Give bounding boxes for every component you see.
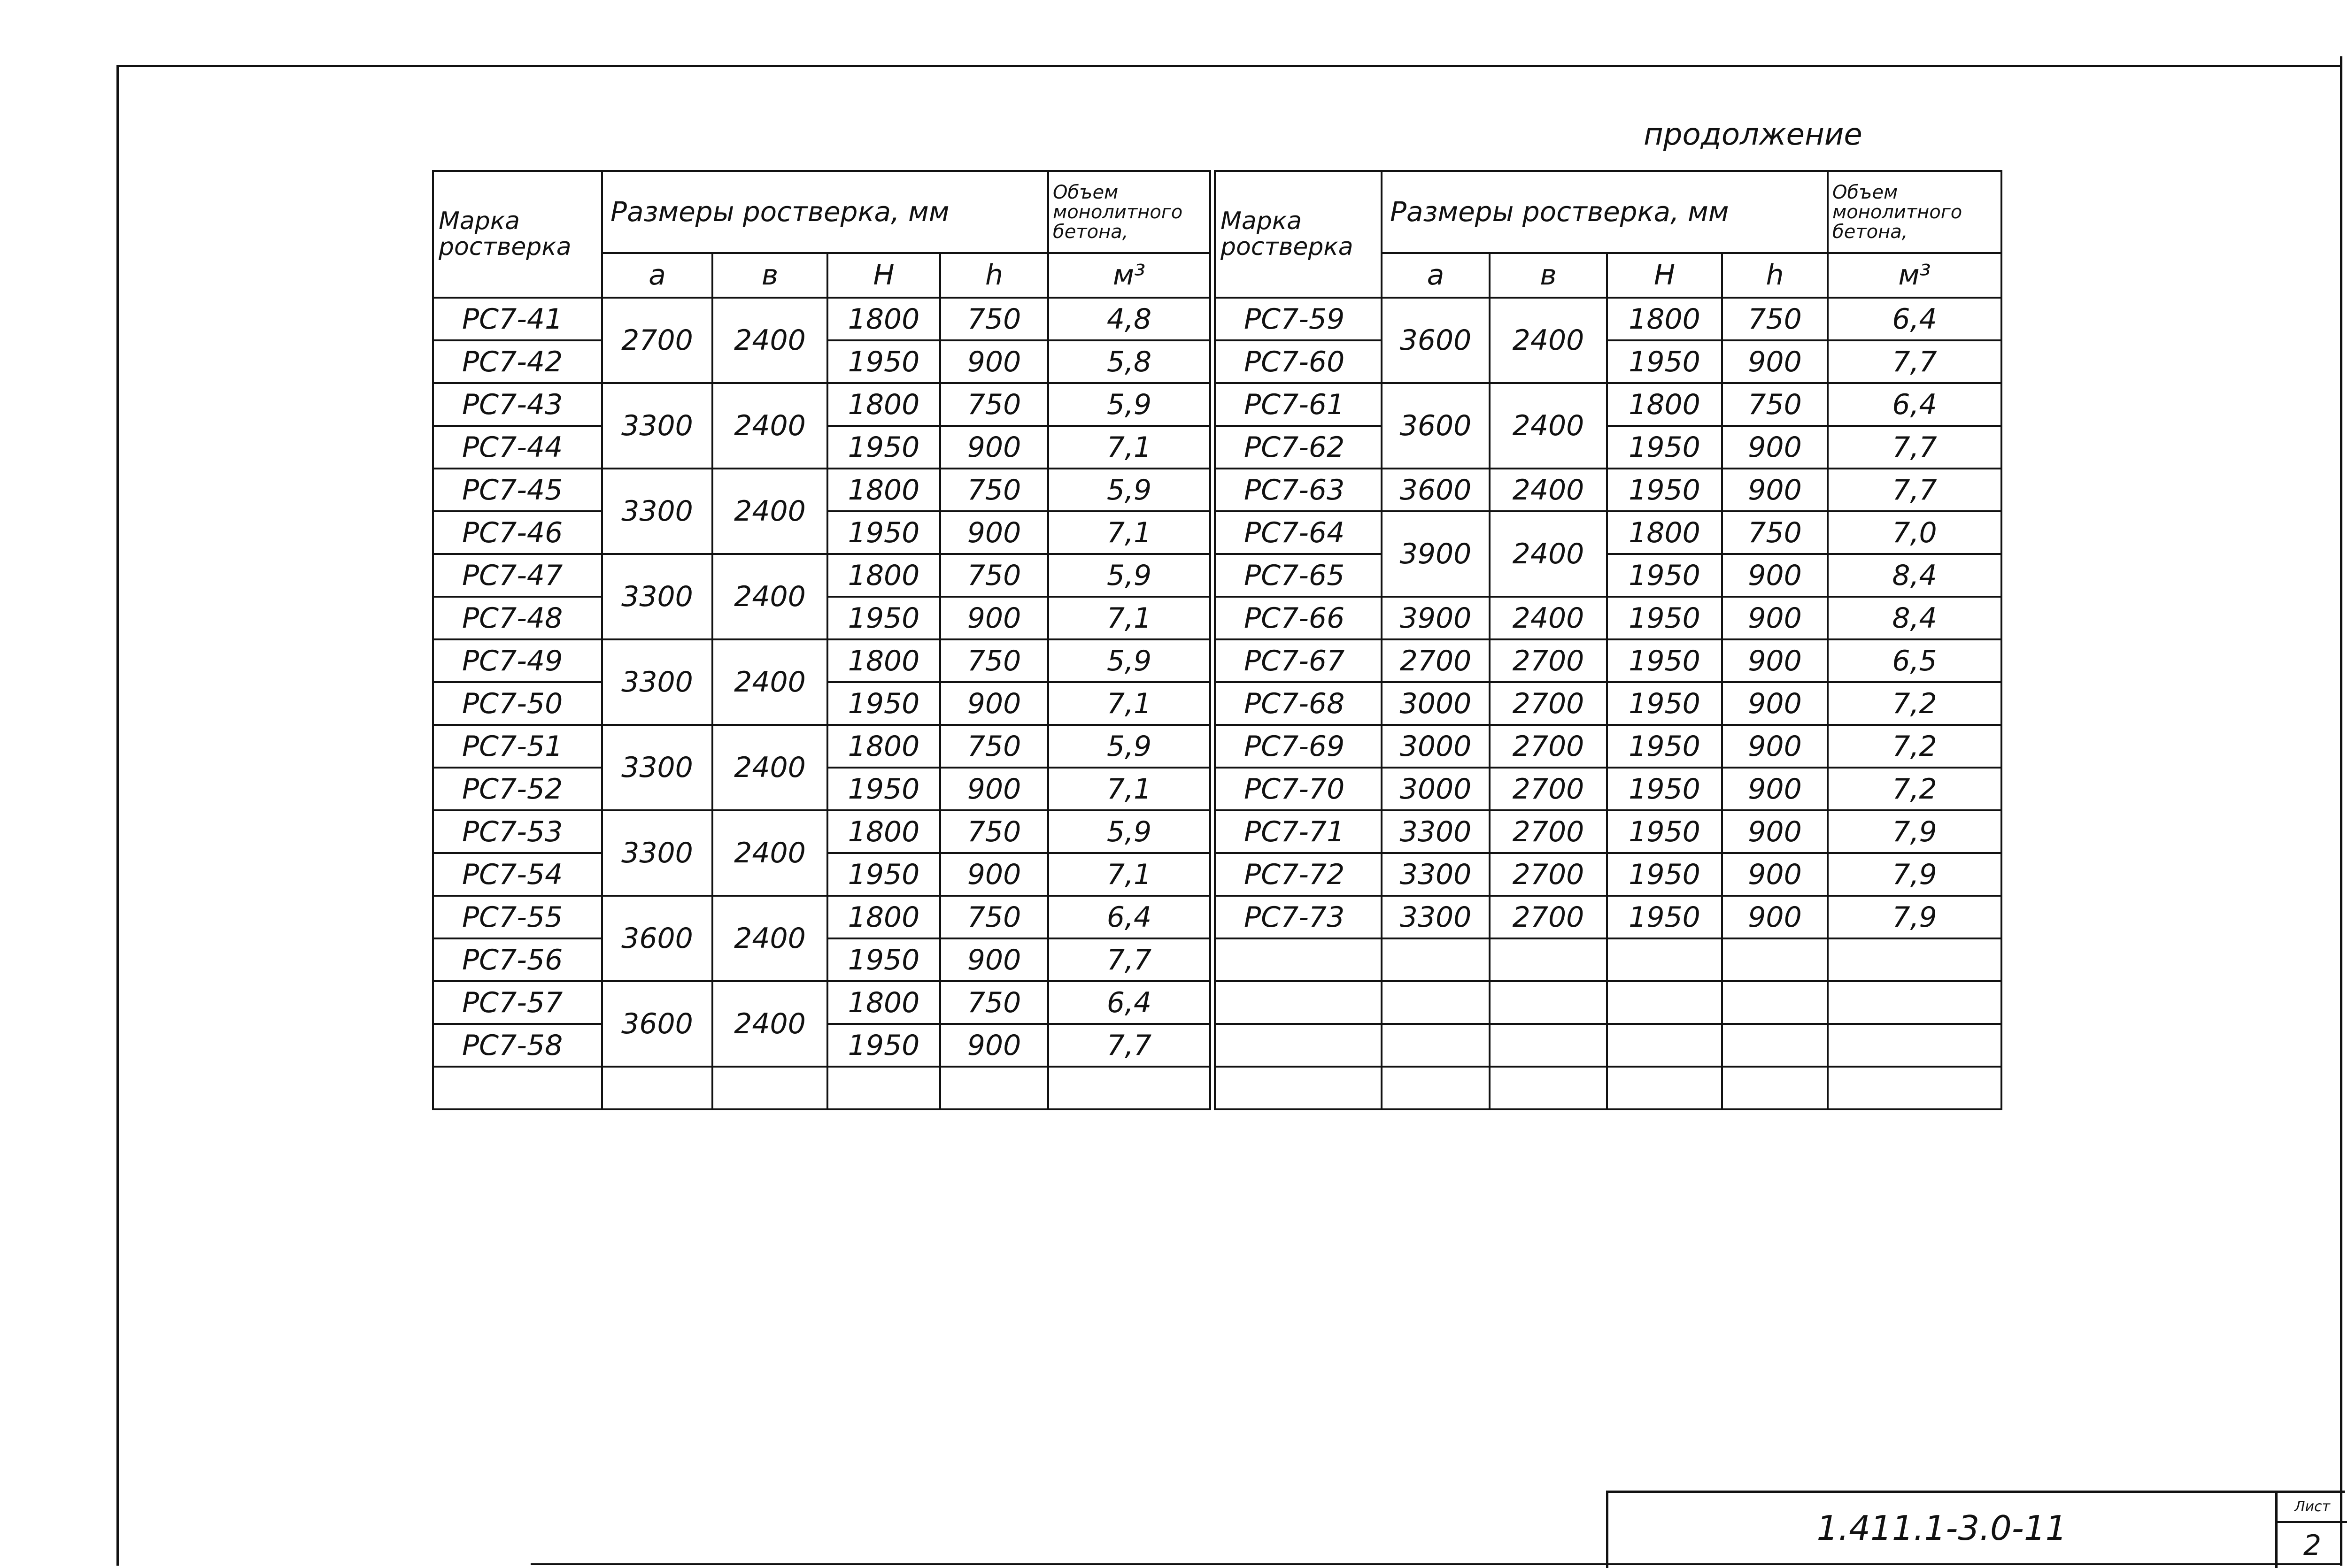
- cell-H: 1950: [827, 511, 940, 554]
- cell-h: 750: [940, 896, 1048, 938]
- cell-volume: 5,9: [1048, 639, 1210, 682]
- header-h: h: [940, 253, 1048, 298]
- empty-cell: [827, 1067, 940, 1109]
- cell-b: 2400: [712, 639, 827, 725]
- cell-b: 2700: [1490, 682, 1607, 725]
- header-b: в: [712, 253, 827, 298]
- table-row: [1215, 768, 2001, 810]
- cell-h: 900: [1722, 896, 1828, 938]
- cell-mark: РС7-73: [1215, 896, 1382, 938]
- empty-cell: [1215, 938, 1382, 981]
- cell-H: 1950: [827, 340, 940, 383]
- cell-b: 2400: [712, 810, 827, 896]
- cell-b: 2700: [1490, 896, 1607, 938]
- cell-volume: 7,7: [1828, 469, 2001, 511]
- table-row: [1215, 1024, 2001, 1067]
- cell-volume: 5,9: [1048, 725, 1210, 768]
- cell-mark: РС7-63: [1215, 469, 1382, 511]
- cell-b: 2400: [1490, 597, 1607, 639]
- cell-volume: 4,8: [1048, 298, 1210, 340]
- cell-mark: РС7-54: [433, 853, 602, 896]
- cell-mark: РС7-42: [433, 340, 602, 383]
- sheet-box: [2275, 1493, 2347, 1568]
- cell-b: 2400: [1490, 298, 1607, 383]
- cell-H: 1950: [827, 1024, 940, 1067]
- cell-h: 750: [940, 554, 1048, 597]
- table-row: [433, 469, 1210, 511]
- cell-H: 1950: [1607, 768, 1722, 810]
- cell-h: 900: [1722, 725, 1828, 768]
- cell-H: 1800: [827, 383, 940, 426]
- table-row: [433, 298, 1210, 340]
- cell-a: 3300: [602, 383, 712, 469]
- table-row: [1215, 938, 2001, 981]
- cell-mark: РС7-71: [1215, 810, 1382, 853]
- cell-volume: 6,5: [1828, 639, 2001, 682]
- empty-cell: [1048, 1067, 1210, 1109]
- table-row: [1215, 298, 2001, 340]
- cell-a: 3300: [1382, 896, 1490, 938]
- cell-H: 1950: [1607, 896, 1722, 938]
- empty-cell: [1607, 938, 1722, 981]
- cell-mark: РС7-61: [1215, 383, 1382, 426]
- cell-h: 900: [940, 853, 1048, 896]
- cell-H: 1800: [827, 298, 940, 340]
- cell-volume: 7,9: [1828, 896, 2001, 938]
- cell-H: 1950: [827, 597, 940, 639]
- cell-H: 1950: [1607, 853, 1722, 896]
- cell-volume: 5,9: [1048, 383, 1210, 426]
- table-row: [433, 981, 1210, 1024]
- cell-H: 1800: [827, 639, 940, 682]
- empty-cell: [433, 1067, 602, 1109]
- cell-b: 2700: [1490, 768, 1607, 810]
- cell-mark: РС7-60: [1215, 340, 1382, 383]
- cell-a: 3300: [602, 639, 712, 725]
- empty-cell: [1722, 1024, 1828, 1067]
- cell-b: 2400: [712, 298, 827, 383]
- cell-h: 900: [940, 340, 1048, 383]
- cell-b: 2400: [1490, 511, 1607, 597]
- header-mark: Марка ростверка: [1215, 171, 1382, 298]
- cell-a: 3300: [602, 725, 712, 810]
- cell-a: 3300: [1382, 853, 1490, 896]
- table-row: [1215, 597, 2001, 639]
- cell-mark: РС7-65: [1215, 554, 1382, 597]
- cell-a: 3600: [1382, 383, 1490, 469]
- cell-H: 1950: [827, 768, 940, 810]
- cell-b: 2400: [1490, 383, 1607, 469]
- cell-h: 900: [1722, 639, 1828, 682]
- cell-volume: 7,7: [1828, 426, 2001, 469]
- table-row: [1215, 426, 2001, 469]
- empty-cell: [1828, 1067, 2001, 1109]
- cell-volume: 6,4: [1828, 383, 2001, 426]
- cell-volume: 7,9: [1828, 810, 2001, 853]
- cell-h: 750: [940, 810, 1048, 853]
- cell-b: 2700: [1490, 639, 1607, 682]
- empty-cell: [1607, 1067, 1722, 1109]
- cell-mark: РС7-68: [1215, 682, 1382, 725]
- table-row: [1215, 340, 2001, 383]
- cell-mark: РС7-51: [433, 725, 602, 768]
- cell-volume: 5,8: [1048, 340, 1210, 383]
- cell-mark: РС7-59: [1215, 298, 1382, 340]
- cell-a: 3900: [1382, 511, 1490, 597]
- right-table: [1214, 170, 2002, 1110]
- cell-volume: 7,7: [1048, 938, 1210, 981]
- cell-h: 750: [940, 639, 1048, 682]
- header-volume: Объем монолитного бетона,: [1048, 171, 1210, 253]
- cell-mark: РС7-52: [433, 768, 602, 810]
- cell-h: 900: [1722, 426, 1828, 469]
- empty-cell: [1607, 1024, 1722, 1067]
- empty-cell: [712, 1067, 827, 1109]
- cell-volume: 6,4: [1828, 298, 2001, 340]
- left-table: [432, 170, 1211, 1110]
- empty-cell: [1722, 938, 1828, 981]
- cell-b: 2400: [712, 469, 827, 554]
- header-H: Н: [827, 253, 940, 298]
- cell-H: 1800: [827, 810, 940, 853]
- cell-a: 3600: [602, 896, 712, 981]
- cell-a: 3600: [1382, 469, 1490, 511]
- cell-H: 1950: [827, 682, 940, 725]
- cell-b: 2700: [1490, 725, 1607, 768]
- cell-b: 2400: [712, 554, 827, 639]
- cell-H: 1950: [827, 938, 940, 981]
- cell-H: 1800: [1607, 298, 1722, 340]
- empty-cell: [1828, 1024, 2001, 1067]
- table-row: [1215, 554, 2001, 597]
- table-row: [1215, 511, 2001, 554]
- empty-cell: [1722, 1067, 1828, 1109]
- cell-h: 900: [1722, 554, 1828, 597]
- empty-cell: [602, 1067, 712, 1109]
- cell-volume: 6,4: [1048, 896, 1210, 938]
- cell-H: 1800: [827, 981, 940, 1024]
- table-row: [433, 1067, 1210, 1109]
- cell-b: 2700: [1490, 853, 1607, 896]
- cell-mark: РС7-45: [433, 469, 602, 511]
- cell-h: 750: [1722, 383, 1828, 426]
- cell-volume: 7,2: [1828, 725, 2001, 768]
- table-row: [433, 383, 1210, 426]
- cell-h: 900: [940, 1024, 1048, 1067]
- cell-volume: 5,9: [1048, 810, 1210, 853]
- sheet-label: Лист: [2278, 1493, 2347, 1523]
- cell-h: 750: [1722, 298, 1828, 340]
- table-row: [1215, 639, 2001, 682]
- cell-mark: РС7-55: [433, 896, 602, 938]
- cell-b: 2400: [1490, 469, 1607, 511]
- cell-H: 1950: [827, 853, 940, 896]
- cell-H: 1950: [1607, 469, 1722, 511]
- title-stamp: [1606, 1491, 2345, 1568]
- empty-cell: [1382, 1024, 1490, 1067]
- cell-h: 900: [1722, 469, 1828, 511]
- table-row: [1215, 469, 2001, 511]
- cell-h: 900: [940, 597, 1048, 639]
- cell-volume: 7,2: [1828, 682, 2001, 725]
- header-H: Н: [1607, 253, 1722, 298]
- cell-volume: 5,9: [1048, 554, 1210, 597]
- empty-cell: [1607, 981, 1722, 1024]
- cell-a: 3300: [1382, 810, 1490, 853]
- cell-volume: 6,4: [1048, 981, 1210, 1024]
- cell-volume: 8,4: [1828, 554, 2001, 597]
- empty-cell: [1382, 1067, 1490, 1109]
- cell-H: 1800: [1607, 511, 1722, 554]
- cell-volume: 7,7: [1048, 1024, 1210, 1067]
- table-row: [433, 896, 1210, 938]
- cell-mark: РС7-46: [433, 511, 602, 554]
- cell-h: 750: [940, 469, 1048, 511]
- cell-mark: РС7-57: [433, 981, 602, 1024]
- frame-left-line: [116, 65, 119, 1566]
- cell-a: 3900: [1382, 597, 1490, 639]
- cell-mark: РС7-58: [433, 1024, 602, 1067]
- cell-H: 1950: [827, 426, 940, 469]
- cell-mark: РС7-67: [1215, 639, 1382, 682]
- cell-a: 3300: [602, 810, 712, 896]
- table-row: [1215, 853, 2001, 896]
- cell-b: 2400: [712, 383, 827, 469]
- empty-cell: [1215, 1024, 1382, 1067]
- cell-volume: 7,1: [1048, 853, 1210, 896]
- empty-cell: [1382, 938, 1490, 981]
- cell-volume: 7,1: [1048, 597, 1210, 639]
- cell-mark: РС7-56: [433, 938, 602, 981]
- sheet-number: 2: [2303, 1529, 2322, 1562]
- cell-H: 1950: [1607, 682, 1722, 725]
- cell-H: 1950: [1607, 426, 1722, 469]
- cell-a: 3300: [602, 554, 712, 639]
- table-row: [433, 810, 1210, 853]
- empty-cell: [1215, 981, 1382, 1024]
- table-row: [1215, 682, 2001, 725]
- table-row: [1215, 725, 2001, 768]
- cell-H: 1800: [827, 896, 940, 938]
- cell-mark: РС7-66: [1215, 597, 1382, 639]
- cell-b: 2700: [1490, 810, 1607, 853]
- cell-b: 2400: [712, 725, 827, 810]
- empty-cell: [1490, 1067, 1607, 1109]
- cell-h: 900: [940, 426, 1048, 469]
- cell-volume: 7,9: [1828, 853, 2001, 896]
- empty-cell: [1490, 938, 1607, 981]
- cell-h: 900: [1722, 768, 1828, 810]
- header-mark: Марка ростверка: [433, 171, 602, 298]
- cell-volume: 8,4: [1828, 597, 2001, 639]
- header-dims: Размеры ростверка, мм: [1382, 171, 1828, 253]
- cell-h: 900: [940, 768, 1048, 810]
- table-row: [1215, 383, 2001, 426]
- cell-a: 3300: [602, 469, 712, 554]
- cell-a: 3000: [1382, 768, 1490, 810]
- cell-volume: 7,1: [1048, 511, 1210, 554]
- cell-mark: РС7-41: [433, 298, 602, 340]
- cell-H: 1950: [1607, 597, 1722, 639]
- cell-a: 3600: [602, 981, 712, 1067]
- continuation-label: продолжение: [1644, 117, 1862, 152]
- cell-H: 1800: [827, 469, 940, 511]
- cell-H: 1950: [1607, 810, 1722, 853]
- cell-volume: 7,1: [1048, 426, 1210, 469]
- empty-cell: [1722, 981, 1828, 1024]
- header-volume-unit: м³: [1828, 253, 2001, 298]
- cell-H: 1800: [1607, 383, 1722, 426]
- cell-mark: РС7-53: [433, 810, 602, 853]
- cell-h: 900: [940, 682, 1048, 725]
- header-a: a: [1382, 253, 1490, 298]
- cell-mark: РС7-69: [1215, 725, 1382, 768]
- cell-mark: РС7-64: [1215, 511, 1382, 554]
- table-row: [433, 725, 1210, 768]
- table-row: [433, 639, 1210, 682]
- header-a: a: [602, 253, 712, 298]
- cell-h: 900: [1722, 340, 1828, 383]
- empty-cell: [1382, 981, 1490, 1024]
- table-row: [1215, 896, 2001, 938]
- cell-H: 1800: [827, 725, 940, 768]
- empty-cell: [1490, 981, 1607, 1024]
- cell-h: 900: [1722, 682, 1828, 725]
- cell-h: 900: [940, 511, 1048, 554]
- cell-h: 750: [940, 725, 1048, 768]
- cell-mark: РС7-70: [1215, 768, 1382, 810]
- table-row: [1215, 810, 2001, 853]
- cell-mark: РС7-44: [433, 426, 602, 469]
- cell-mark: РС7-43: [433, 383, 602, 426]
- cell-h: 750: [940, 298, 1048, 340]
- frame-top-line: [116, 65, 2342, 67]
- cell-volume: 7,7: [1828, 340, 2001, 383]
- cell-h: 750: [940, 981, 1048, 1024]
- empty-cell: [940, 1067, 1048, 1109]
- cell-a: 2700: [602, 298, 712, 383]
- cell-h: 900: [940, 938, 1048, 981]
- cell-mark: РС7-49: [433, 639, 602, 682]
- cell-mark: РС7-48: [433, 597, 602, 639]
- cell-mark: РС7-50: [433, 682, 602, 725]
- empty-cell: [1215, 1067, 1382, 1109]
- cell-mark: РС7-47: [433, 554, 602, 597]
- cell-mark: РС7-62: [1215, 426, 1382, 469]
- table-row: [1215, 981, 2001, 1024]
- header-h: h: [1722, 253, 1828, 298]
- cell-b: 2400: [712, 981, 827, 1067]
- empty-cell: [1828, 938, 2001, 981]
- cell-volume: 7,1: [1048, 768, 1210, 810]
- cell-H: 1800: [827, 554, 940, 597]
- cell-h: 900: [1722, 810, 1828, 853]
- frame-right-line: [2340, 56, 2342, 1566]
- cell-volume: 7,1: [1048, 682, 1210, 725]
- cell-mark: РС7-72: [1215, 853, 1382, 896]
- cell-h: 750: [1722, 511, 1828, 554]
- cell-volume: 7,2: [1828, 768, 2001, 810]
- cell-a: 3000: [1382, 682, 1490, 725]
- cell-a: 3000: [1382, 725, 1490, 768]
- cell-volume: 7,0: [1828, 511, 2001, 554]
- header-volume-unit: м³: [1048, 253, 1210, 298]
- cell-h: 900: [1722, 853, 1828, 896]
- table-row: [433, 554, 1210, 597]
- cell-a: 3600: [1382, 298, 1490, 383]
- cell-H: 1950: [1607, 725, 1722, 768]
- empty-cell: [1828, 981, 2001, 1024]
- cell-h: 750: [940, 383, 1048, 426]
- header-dims: Размеры ростверка, мм: [602, 171, 1048, 253]
- table-row: [1215, 1067, 2001, 1109]
- header-b: в: [1490, 253, 1607, 298]
- cell-H: 1950: [1607, 554, 1722, 597]
- document-code: 1.411.1-3.0-11: [1816, 1508, 2067, 1548]
- header-volume: Объем монолитного бетона,: [1828, 171, 2001, 253]
- cell-a: 2700: [1382, 639, 1490, 682]
- empty-cell: [1490, 1024, 1607, 1067]
- cell-h: 900: [1722, 597, 1828, 639]
- cell-H: 1950: [1607, 340, 1722, 383]
- cell-H: 1950: [1607, 639, 1722, 682]
- cell-b: 2400: [712, 896, 827, 981]
- cell-volume: 5,9: [1048, 469, 1210, 511]
